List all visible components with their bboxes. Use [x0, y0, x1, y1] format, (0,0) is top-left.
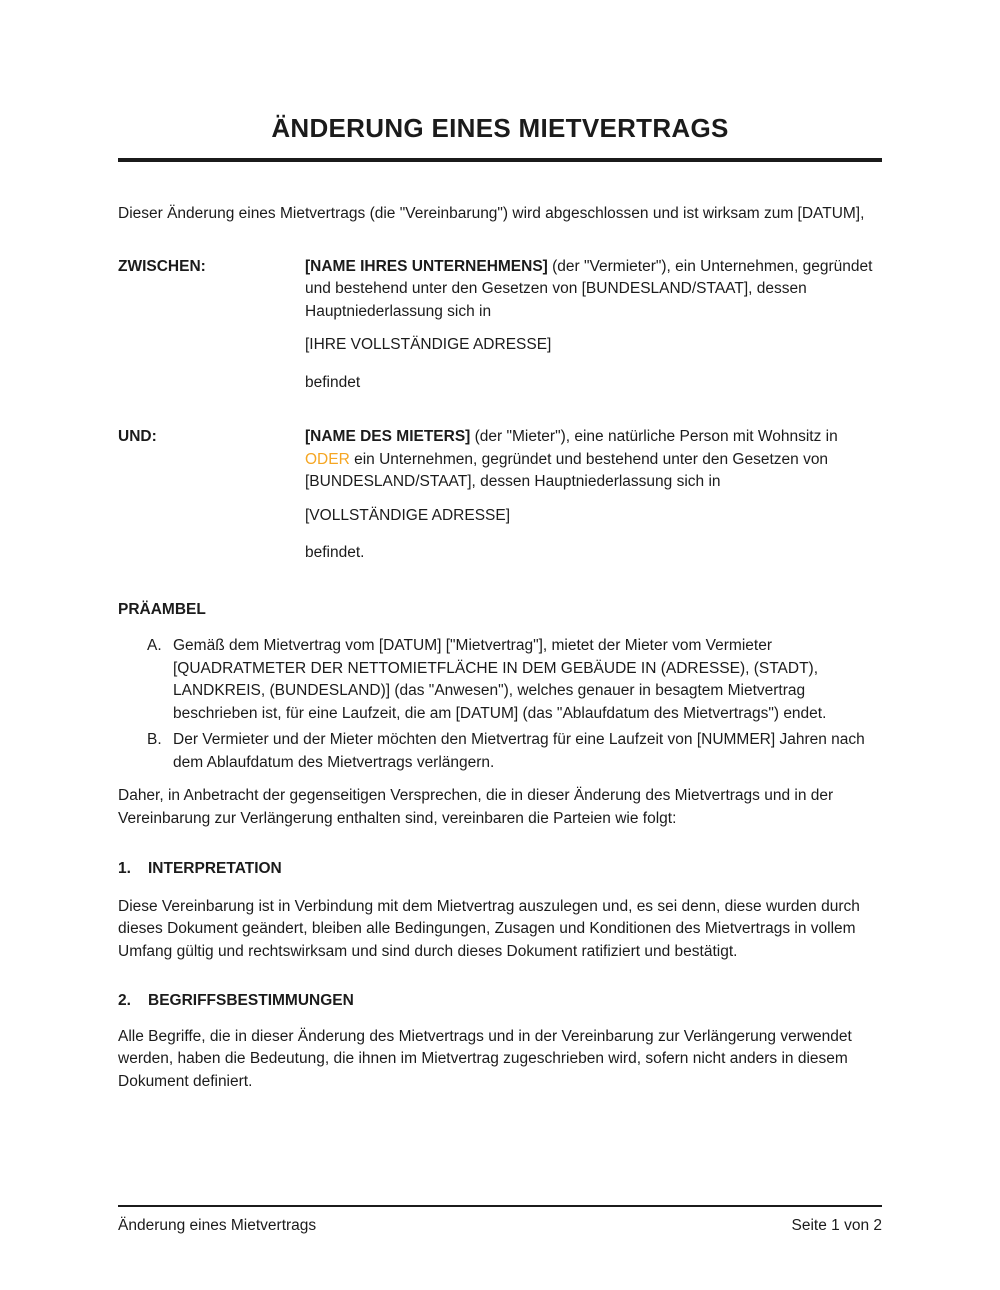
document-content	[118, 0, 882, 1093]
document-title: ÄNDERUNG EINES MIETVERTRAGS	[271, 113, 729, 143]
preamble-closing-paragraph: Daher, in Anbetracht der gegenseitigen Versprechen, die in dieser Änderung des Mietvertrags und in der Vereinbarung zur Verlängerung enthalten sind, vereinbaren die Parteien wie folgt:	[118, 787, 834, 827]
section-1-heading	[118, 858, 882, 881]
section-2-title: BEGRIFFSBESTIMMUNGEN	[148, 992, 354, 1009]
section-2-number: 2.	[118, 992, 131, 1009]
section-1-title: INTERPRETATION	[148, 860, 282, 877]
party-description-text-before-oder: (der "Mieter"), eine natürliche Person mit Wohnsitz in	[470, 428, 838, 445]
party-label-zwischen: ZWISCHEN:	[118, 257, 206, 275]
party-description-text-landlord: (der "Vermieter"), ein Unternehmen, gegründet und bestehend unter den Gesetzen von [BUNDESLAND/STAAT], dessen Hauptniederlassung sich in	[305, 257, 873, 320]
party-block-tenant	[118, 426, 882, 565]
intro-paragraph: Dieser Änderung eines Mietvertrags (die "Vereinbarung") wird abgeschlossen und ist wirksam zum [DATUM],	[118, 205, 865, 222]
party-block-landlord	[118, 256, 882, 395]
party-text-landlord	[305, 256, 882, 395]
item-text-b: Der Vermieter und der Mieter möchten den Mietvertrag für eine Laufzeit von [NUMMER] Jahren nach dem Ablaufdatum des Mietvertrags verlängern.	[173, 731, 865, 771]
party-closing-word-landlord: befindet	[305, 373, 361, 391]
page-footer	[118, 1205, 882, 1236]
oder-highlight: ODER	[305, 450, 350, 468]
section-1-number: 1.	[118, 860, 131, 877]
section-2-heading	[118, 990, 882, 1013]
party-label-und: UND:	[118, 428, 157, 445]
placeholder-tenant-address: [VOLLSTÄNDIGE ADRESSE]	[305, 506, 511, 524]
placeholder-tenant-name: [NAME DES MIETERS]	[305, 428, 471, 445]
party-description-tenant	[305, 426, 882, 494]
party-description-landlord	[305, 256, 882, 324]
footer-document-title: Änderung eines Mietvertrags	[118, 1217, 317, 1234]
item-marker-b: B.	[147, 731, 162, 748]
section-2-body: Alle Begriffe, die in dieser Änderung des Mietvertrags und in der Vereinbarung zur Verlängerung verwendet werden, haben die Bedeutung, die ihnen im Mietvertrag zugeschrieben wird, sofern nicht anders in diesem Dokument definiert.	[118, 1027, 852, 1090]
footer-divider-rule	[118, 1205, 882, 1207]
preamble-item-a	[118, 635, 882, 725]
party-text-tenant	[305, 426, 882, 565]
title-divider-rule	[118, 158, 882, 162]
placeholder-company-name: [NAME IHRES UNTERNEHMENS]	[305, 257, 548, 275]
party-closing-word-tenant: befindet.	[305, 544, 365, 561]
placeholder-landlord-address: [IHRE VOLLSTÄNDIGE ADRESSE]	[305, 336, 552, 353]
section-1-body: Diese Vereinbarung ist in Verbindung mit dem Mietvertrag auszulegen und, es sei denn, diese wurden durch dieses Dokument geändert, bleiben alle Bedingungen, Zusagen und Konditionen des Mietvertrags in vollem Umfang gültig und rechtswirksam und sind durch dieses Dokument ratifiziert und bestätigt.	[118, 897, 860, 960]
preamble-item-b	[118, 729, 882, 774]
preamble-heading: PRÄAMBEL	[118, 600, 206, 618]
item-marker-a: A.	[147, 637, 162, 654]
footer-row	[118, 1216, 882, 1236]
footer-page-number: Seite 1 von 2	[791, 1217, 882, 1234]
party-description-text-after-oder: ein Unternehmen, gegründet und bestehend unter den Gesetzen von [BUNDESLAND/STAAT], dessen Hauptniederlassung sich in	[305, 450, 829, 490]
item-text-a: Gemäß dem Mietvertrag vom [DATUM] ["Mietvertrag"], mietet der Mieter vom Vermieter [QUADRATMETER DER NETTOMIETFLÄCHE IN DEM GEBÄUDE IN (ADRESSE), (STADT), LANDKREIS, (BUNDESLAND)] (das "Anwesen"), welches genauer in besagtem Mietvertrag beschrieben ist, für eine Laufzeit, die am [DATUM] (das "Ablaufdatum des Mietvertrags") endet.	[173, 637, 827, 722]
